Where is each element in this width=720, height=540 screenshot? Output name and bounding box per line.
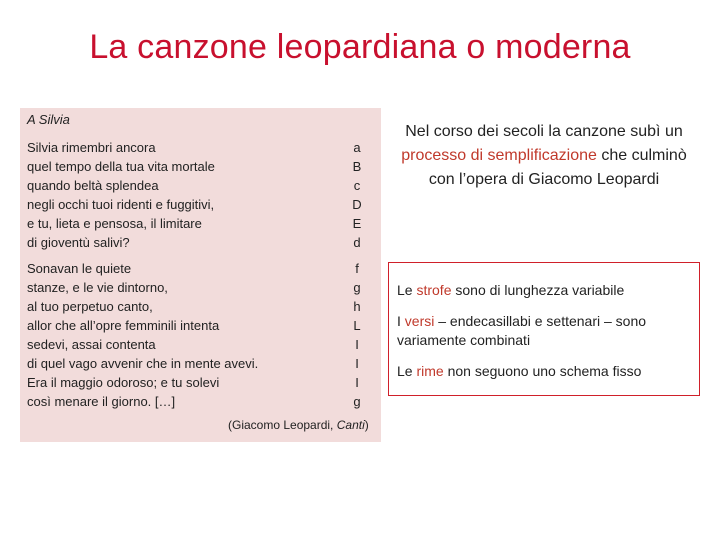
stanza-2: [27, 259, 258, 411]
rhyme-letter: d: [353, 235, 361, 250]
note-versi: I versi – endecasillabi e settenari – sono variamente combinati: [397, 313, 647, 348]
rhyme-letter: D: [352, 197, 362, 212]
page-title: La canzone leopardiana o moderna: [89, 28, 631, 66]
poem-title: A Silvia: [27, 112, 70, 127]
note-strofe: Le strofe sono di lunghezza variabile: [397, 282, 625, 298]
verse-line: sedevi, assai contenta: [27, 337, 156, 352]
rhyme-letter: c: [353, 178, 361, 193]
note-rime: Le rime non seguono uno schema fisso: [397, 363, 642, 379]
rhyme-letter: g: [353, 280, 361, 295]
verse-line: allor che all’opre femminili intenta: [27, 318, 220, 333]
highlight-term: rime: [416, 363, 444, 379]
rhyme-letter: a: [353, 140, 361, 155]
verse-line: di gioventù salivi?: [27, 235, 130, 250]
verse-line: così menare il giorno. […]: [27, 394, 176, 409]
verse-line: Era il maggio odoroso; e tu solevi: [27, 375, 220, 390]
rhyme-letter: I: [355, 337, 359, 352]
rhyme-letter: f: [355, 261, 359, 276]
rhyme-letter: L: [353, 318, 361, 333]
rhyme-letter: I: [355, 375, 359, 390]
highlight-term: versi: [404, 313, 435, 329]
verse-line: e tu, lieta e pensosa, il limitare: [27, 216, 202, 231]
verse-line: Silvia rimembri ancora: [27, 140, 156, 155]
highlight-term: strofe: [416, 282, 452, 298]
highlight-term: processo di semplificazione: [401, 147, 597, 164]
poem-panel: [20, 108, 381, 442]
rhyme-scheme-1: [351, 138, 363, 252]
rhyme-letter: I: [355, 356, 359, 371]
verse-line: al tuo perpetuo canto,: [27, 299, 153, 314]
verse-line: quando beltà splendea: [27, 178, 159, 193]
verse-line: di quel vago avvenir che in mente avevi.: [27, 356, 259, 371]
stanza-1: [27, 138, 215, 252]
rhyme-letter: h: [353, 299, 361, 314]
rhyme-scheme-2: [351, 259, 363, 411]
rhyme-letter: g: [353, 394, 361, 409]
verse-line: Sonavan le quiete: [27, 261, 132, 276]
poem-attribution: (Giacomo Leopardi, Canti): [228, 418, 369, 432]
rhyme-letter: B: [352, 159, 362, 174]
verse-line: quel tempo della tua vita mortale: [27, 159, 215, 174]
work-title: Canti: [336, 418, 365, 432]
verse-line: stanze, e le vie dintorno,: [27, 280, 168, 295]
intro-text: Nel corso dei secoli la canzone subì un processo di semplificazione che culminò con l’opera di Giacomo Leopardi: [401, 123, 687, 188]
rhyme-letter: E: [352, 216, 362, 231]
verse-line: negli occhi tuoi ridenti e fuggitivi,: [27, 197, 215, 212]
notes-panel: [388, 262, 700, 396]
